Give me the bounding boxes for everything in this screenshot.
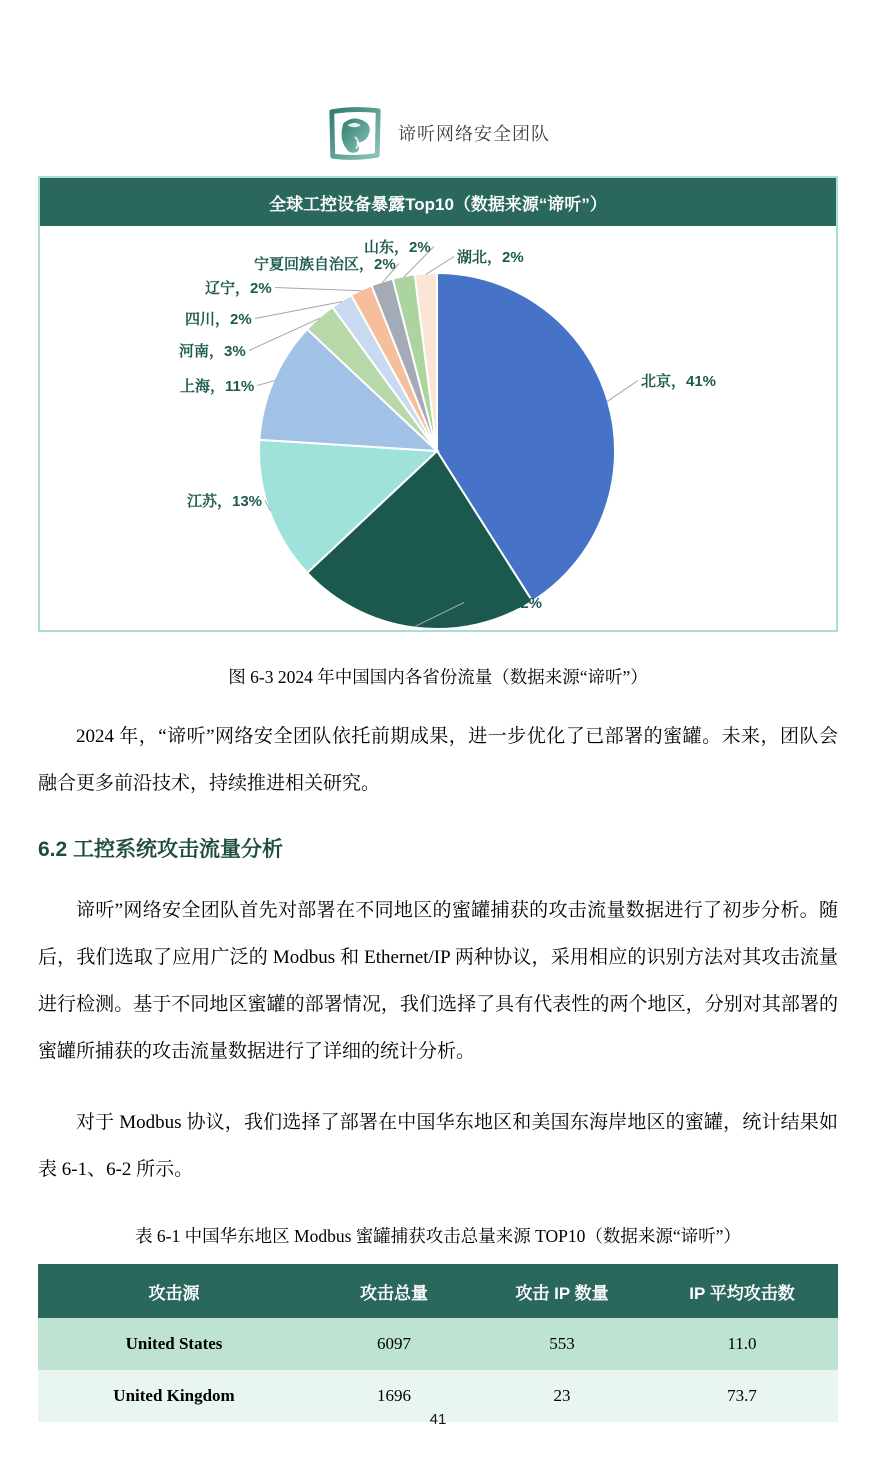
- pie-leader-line: [426, 257, 454, 275]
- table-cell: 6097: [310, 1318, 478, 1370]
- table-header-row: [38, 1264, 838, 1318]
- table-caption: 表 6-1 中国华东地区 Modbus 蜜罐捕获攻击总量来源 TOP10（数据来源“谛听”）: [135, 1226, 741, 1246]
- table-header-cell: 攻击 IP 数量: [478, 1264, 646, 1318]
- team-name: 谛听网络安全团队: [398, 124, 550, 144]
- table-cell: United Kingdom: [38, 1370, 310, 1422]
- pie-slice-label: 河南，3%: [179, 343, 246, 360]
- pie-slice-label: 浙江，22%: [467, 595, 543, 612]
- pie-slice-label: 上海，11%: [180, 378, 255, 395]
- pie-leader-line: [275, 288, 362, 291]
- table-cell: United States: [38, 1318, 310, 1370]
- pie-slice-label: 辽宁，2%: [205, 280, 272, 297]
- page-number: 41: [429, 1411, 447, 1428]
- figure-caption: 图 6-3 2024 年中国国内各省份流量（数据来源“谛听”）: [228, 667, 648, 687]
- pie-slice-label: 山东，2%: [364, 239, 431, 256]
- pie-leader-line: [607, 381, 638, 402]
- table-cell: 23: [478, 1370, 646, 1422]
- table-header-cell: 攻击源: [38, 1264, 310, 1318]
- chart-title-bar: [40, 178, 836, 226]
- pie-slice-label: 四川，2%: [185, 311, 252, 328]
- pie-slice-label: 北京，41%: [641, 373, 717, 390]
- ditecting-seal-logo-icon: [326, 104, 384, 162]
- table-header-cell: 攻击总量: [310, 1264, 478, 1318]
- pie-chart: [40, 226, 836, 630]
- table-cell: 1696: [310, 1370, 478, 1422]
- attack-source-table: [38, 1264, 838, 1422]
- paragraph: 对于 Modbus 协议，我们选择了部署在中国华东地区和美国东海岸地区的蜜罐，统计结果如表 6-1、6-2 所示。: [38, 1112, 838, 1180]
- paragraph: 谛听”网络安全团队首先对部署在不同地区的蜜罐捕获的攻击流量数据进行了初步分析。随后，我们选取了应用广泛的 Modbus 和 Ethernet/IP 两种协议，采用相应的识别方法对其攻击流量进行检测。基于不同地区蜜罐的部署情况，我们选择了具有代表性的两个地区，分别对其部署的蜜罐所捕获的攻击流量数据进行了详细的统计分析。: [38, 900, 838, 1062]
- table-cell: 73.7: [646, 1370, 838, 1422]
- chart-title: 全球工控设备暴露Top10（数据来源“谛听”）: [269, 194, 607, 214]
- document-header: [38, 0, 838, 162]
- section-heading: 6.2 工控系统攻击流量分析: [38, 838, 284, 861]
- table-row: [38, 1318, 838, 1370]
- table-cell: 11.0: [646, 1318, 838, 1370]
- table-cell: 553: [478, 1318, 646, 1370]
- pie-slice-label: 江苏，13%: [187, 493, 263, 510]
- paragraph: 2024 年，“谛听”网络安全团队依托前期成果，进一步优化了已部署的蜜罐。未来，团队会融合更多前沿技术，持续推进相关研究。: [38, 726, 838, 794]
- table-header-cell: IP 平均攻击数: [646, 1264, 838, 1318]
- pie-chart-card: [38, 176, 838, 632]
- pie-slice-label: 宁夏回族自治区，2%: [254, 256, 396, 273]
- pie-slice-label: 湖北，2%: [457, 249, 524, 266]
